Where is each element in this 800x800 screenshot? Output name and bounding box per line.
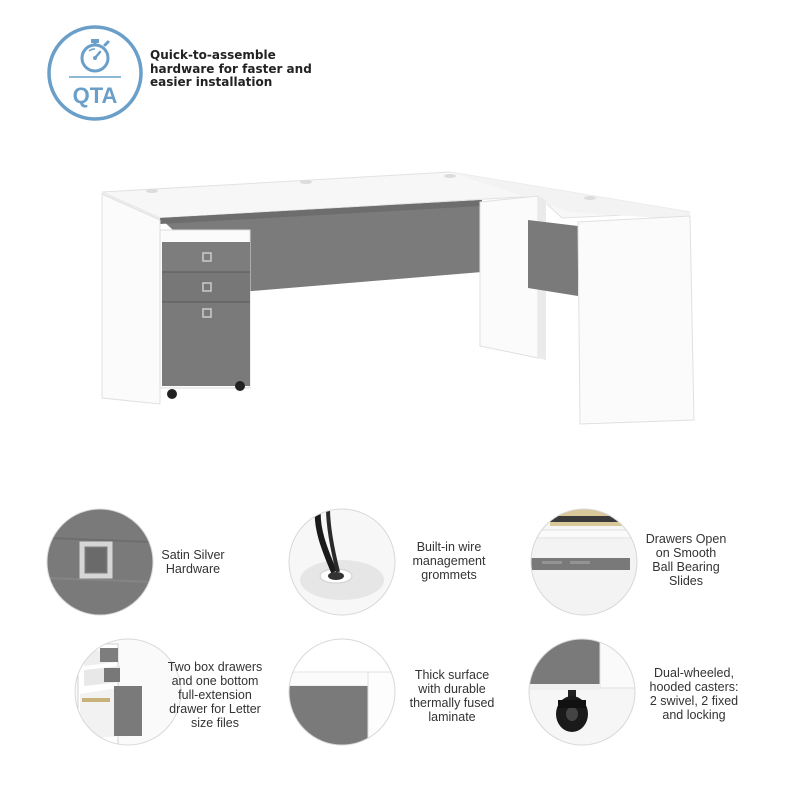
- caster-wheel-icon: [528, 638, 636, 746]
- wire-grommet-icon: [288, 508, 396, 616]
- feature-label-slides: Drawers Open on Smooth Ball Bearing Slides: [645, 532, 727, 588]
- feature-label-hardware: Satin Silver Hardware: [161, 548, 225, 576]
- feature-label-casters: Dual-wheeled, hooded casters: 2 swivel, 2 fixed and locking: [649, 666, 739, 722]
- laminate-corner-icon: [288, 638, 396, 746]
- qta-caption: Quick-to-assemble hardware for faster and easier installation: [150, 48, 312, 89]
- ball-bearing-slide-icon: [530, 508, 638, 616]
- feature-label-laminate: Thick surface with durable thermally fused laminate: [409, 668, 495, 724]
- feature-label-grommets: Built-in wire management grommets: [412, 540, 486, 582]
- l-shaped-desk-image: [90, 160, 710, 440]
- silver-pull-handle-icon: [46, 508, 154, 616]
- qta-badge-icon: [47, 25, 143, 121]
- qta-badge-text: QTA: [72, 83, 118, 108]
- feature-label-drawers: Two box drawers and one bottom full-extension drawer for Letter size files: [167, 660, 263, 730]
